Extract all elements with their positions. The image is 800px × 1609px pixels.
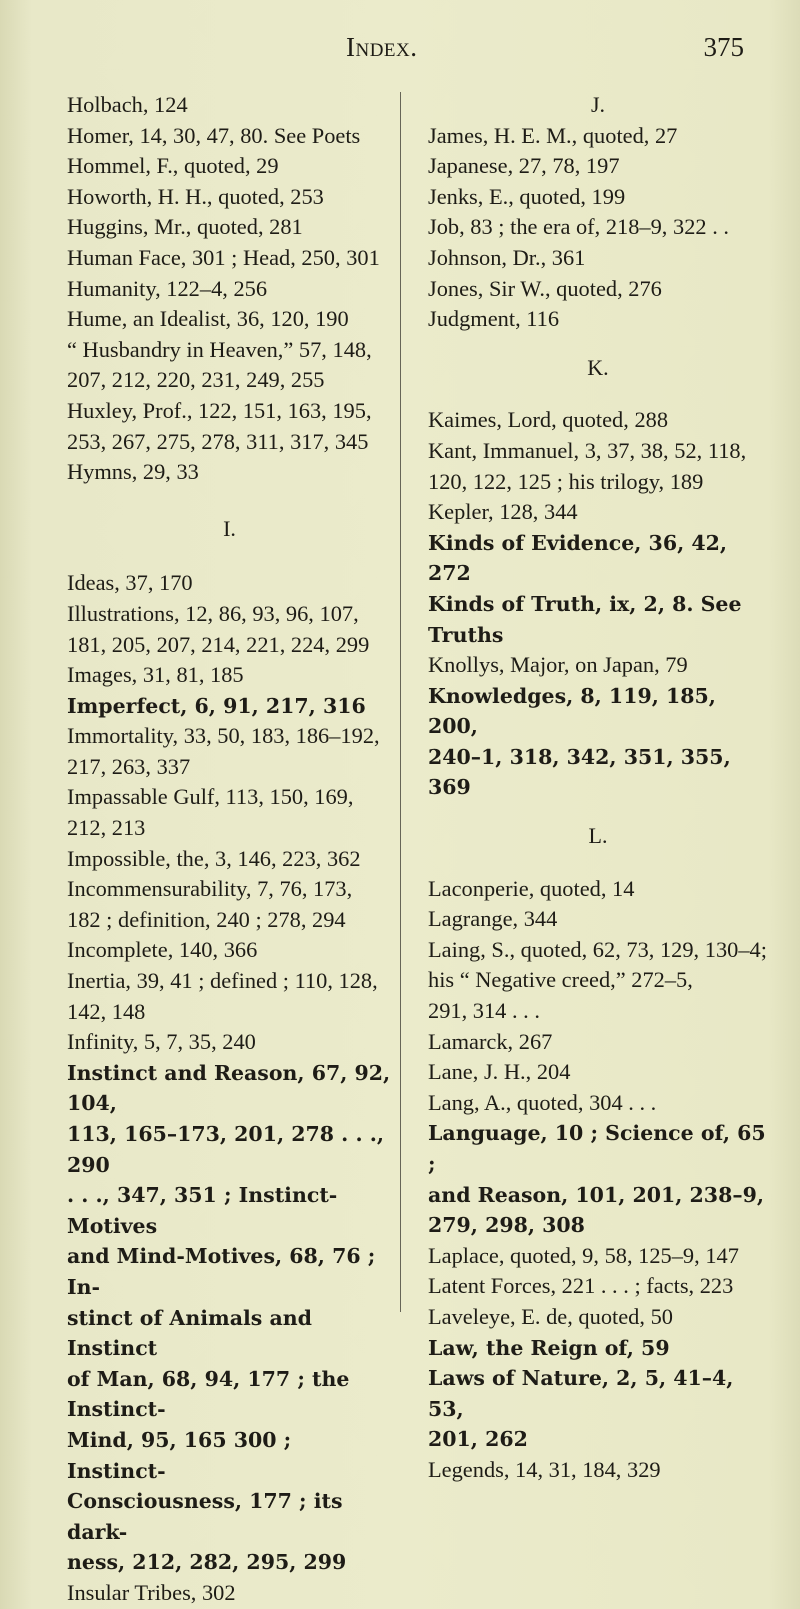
- index-entry-line: Judgment, 116: [428, 306, 560, 332]
- index-entry: [428, 243, 768, 274]
- index-entry-line: James, H. E. M., quoted, 27: [428, 122, 678, 148]
- index-entry: [428, 1057, 768, 1088]
- index-entry: [67, 691, 392, 722]
- index-entry-continuation: 120, 122, 125 ; his trilogy, 189: [428, 468, 704, 494]
- index-entry-line: Huxley, Prof., 122, 151, 163, 195,: [67, 397, 372, 423]
- index-entry-line: Inertia, 39, 41 ; defined ; 110, 128,: [67, 968, 378, 994]
- index-entry-line: Incomplete, 140, 366: [67, 937, 258, 963]
- index-entry-continuation: Truths: [428, 622, 504, 647]
- index-entry-line: Images, 31, 81, 185: [67, 662, 244, 688]
- section-letter-j: J.: [590, 92, 606, 117]
- page-number: 375: [703, 32, 744, 62]
- index-entry: [67, 1578, 392, 1609]
- index-entry: [67, 966, 392, 1027]
- index-entry: [67, 660, 392, 691]
- index-entry-line: Holbach, 124: [67, 92, 188, 117]
- index-entry-line: Law, the Reign of, 59: [428, 1335, 670, 1360]
- index-entry: [428, 935, 768, 1027]
- index-entry: [67, 568, 392, 599]
- index-entry: [428, 1241, 768, 1272]
- section-letter-k: K.: [587, 354, 609, 380]
- index-entry: [67, 212, 392, 243]
- index-entry: [428, 151, 768, 182]
- index-entry-continuation: . . ., 347, 351 ; Instinct-Motives: [67, 1183, 338, 1238]
- index-entry: [428, 1302, 768, 1333]
- index-entry-line: Homer, 14, 30, 47, 80. See Poets: [67, 122, 361, 148]
- index-entry-continuation: of Man, 68, 94, 177 ; the Instinct-: [67, 1366, 350, 1422]
- index-entry-continuation: 291, 314 . . .: [428, 998, 540, 1024]
- index-entry: [428, 304, 768, 335]
- index-entry-line: Lane, J. H., 204: [428, 1059, 571, 1085]
- index-entry: [67, 396, 392, 457]
- index-entry: [67, 782, 392, 843]
- index-entry-line: Job, 83 ; the era of, 218–9, 322 . .: [428, 214, 729, 240]
- index-entry-line: Laveleye, E. de, quoted, 50: [428, 1303, 673, 1329]
- index-entry-continuation: Mind, 95, 165 300 ; Instinct-: [67, 1427, 292, 1483]
- index-entry-line: Humanity, 122–4, 256: [67, 275, 268, 301]
- index-entry-line: Laws of Nature, 2, 5, 41–4, 53,: [428, 1366, 734, 1421]
- index-entry-line: Lagrange, 344: [428, 906, 558, 932]
- index-entry-line: Insular Tribes, 302: [67, 1579, 236, 1605]
- index-entry-continuation: 253, 267, 275, 278, 311, 317, 345: [67, 428, 369, 454]
- index-entry: [67, 599, 392, 660]
- index-entry: [428, 1271, 768, 1302]
- index-entry-line: Ideas, 37, 170: [67, 570, 193, 596]
- index-entry: [428, 121, 768, 152]
- index-entry: [428, 1455, 768, 1486]
- index-entry-continuation: 217, 263, 337: [67, 753, 191, 779]
- index-entry: [67, 151, 392, 182]
- index-entry-continuation: 182 ; definition, 240 ; 278, 294: [67, 906, 346, 932]
- index-entry-continuation: and Reason, 101, 201, 238–9,: [428, 1182, 764, 1207]
- index-entry-continuation: 212, 213: [67, 815, 146, 841]
- index-entry: [67, 1058, 392, 1578]
- index-entry: [67, 90, 392, 121]
- index-entry-line: Howorth, H. H., quoted, 253: [67, 183, 324, 209]
- index-entry: [428, 1027, 768, 1058]
- index-entry: [428, 182, 768, 213]
- index-group-j: [428, 121, 768, 335]
- index-entry-continuation: 181, 205, 207, 214, 221, 224, 299: [67, 631, 370, 657]
- index-entry: [428, 1118, 768, 1240]
- running-title: Index.: [346, 32, 418, 62]
- index-entry-continuation: Consciousness, 177 ; its dark-: [67, 1489, 343, 1544]
- index-entry-line: Legends, 14, 31, 184, 329: [428, 1456, 661, 1482]
- index-entry: [67, 935, 392, 966]
- index-entry-line: Kinds of Truth, ix, 2, 8. See: [428, 591, 742, 616]
- index-entry: [428, 497, 768, 528]
- index-entry-line: Laing, S., quoted, 62, 73, 129, 130–4;: [428, 936, 767, 962]
- index-entry-continuation: his “ Negative creed,” 272–5,: [428, 967, 693, 993]
- index-entry-line: Kaimes, Lord, quoted, 288: [428, 407, 669, 433]
- index-entry-continuation: 113, 165–173, 201, 278 . . ., 290: [67, 1122, 384, 1177]
- index-entry-line: Jenks, E., quoted, 199: [428, 183, 626, 209]
- index-entry-line: Instinct and Reason, 67, 92, 104,: [67, 1060, 391, 1116]
- index-entry: [428, 589, 768, 650]
- index-entry: [428, 405, 768, 436]
- index-entry-line: Lang, A., quoted, 304 . . .: [428, 1089, 657, 1115]
- index-entry-line: Lamarck, 267: [428, 1028, 553, 1054]
- index-entry-line: Hymns, 29, 33: [67, 459, 199, 485]
- index-entry-line: Johnson, Dr., 361: [428, 244, 586, 270]
- index-entry-continuation: 279, 298, 308: [428, 1213, 585, 1238]
- index-entry: [67, 721, 392, 782]
- index-entry-continuation: ness, 212, 282, 295, 299: [67, 1550, 347, 1575]
- index-entry-line: Immortality, 33, 50, 183, 186–192,: [67, 723, 380, 749]
- index-entry-continuation: 142, 148: [67, 998, 146, 1024]
- index-entry: [428, 904, 768, 935]
- index-entry-line: Impossible, the, 3, 146, 223, 362: [67, 845, 361, 871]
- page-header: [0, 32, 800, 72]
- column-divider: [400, 92, 401, 1312]
- index-entry-line: Kant, Immanuel, 3, 37, 38, 52, 118,: [428, 437, 747, 463]
- index-entry: [67, 243, 392, 274]
- index-entry: [67, 274, 392, 305]
- index-entry-line: Hume, an Idealist, 36, 120, 190: [67, 306, 349, 332]
- index-entry-line: Infinity, 5, 7, 35, 240: [67, 1029, 256, 1055]
- index-column-left: [67, 90, 392, 1609]
- section-letter-i: I.: [223, 515, 236, 541]
- index-group-k: [428, 405, 768, 803]
- index-entry-continuation: 207, 212, 220, 231, 249, 255: [67, 367, 325, 393]
- index-entry: [428, 681, 768, 803]
- index-entry-line: Huggins, Mr., quoted, 281: [67, 214, 303, 240]
- index-entry-line: Laconperie, quoted, 14: [428, 875, 635, 901]
- index-entry: [428, 1363, 768, 1455]
- index-entry-line: Hommel, F., quoted, 29: [67, 153, 279, 179]
- index-entry-line: Imperfect, 6, 91, 217, 316: [67, 693, 366, 718]
- section-letter-l: L.: [588, 823, 608, 849]
- index-entry: [428, 212, 768, 243]
- index-entry: [428, 274, 768, 305]
- index-entry-line: Knowledges, 8, 119, 185, 200,: [428, 683, 716, 739]
- index-entry-line: Jones, Sir W., quoted, 276: [428, 275, 662, 301]
- index-entry-line: Human Face, 301 ; Head, 250, 301: [67, 244, 380, 270]
- index-entry-line: Impassable Gulf, 113, 150, 169,: [67, 784, 354, 810]
- index-entry: [67, 121, 392, 152]
- index-column-right: [428, 90, 768, 1486]
- index-entry: [428, 874, 768, 905]
- index-entry: [67, 844, 392, 875]
- index-group-h: [67, 90, 392, 488]
- index-entry: [67, 457, 392, 488]
- index-entry: [428, 436, 768, 497]
- index-entry-line: Laplace, quoted, 9, 58, 125–9, 147: [428, 1242, 739, 1268]
- index-entry: [428, 528, 768, 589]
- index-entry-line: Incommensurability, 7, 76, 173,: [67, 876, 353, 902]
- index-entry-continuation: stinct of Animals and Instinct: [67, 1305, 312, 1361]
- index-entry: [67, 874, 392, 935]
- index-entry: [67, 335, 392, 396]
- index-entry-line: Kinds of Evidence, 36, 42, 272: [428, 530, 728, 586]
- index-entry-continuation: and Mind-Motives, 68, 76 ; In-: [67, 1244, 376, 1299]
- index-entry-continuation: 201, 262: [428, 1427, 528, 1452]
- index-entry-line: Illustrations, 12, 86, 93, 96, 107,: [67, 600, 359, 626]
- index-entry: [428, 650, 768, 681]
- index-group-l: [428, 874, 768, 1486]
- index-entry: [67, 304, 392, 335]
- index-entry-line: Knollys, Major, on Japan, 79: [428, 652, 688, 678]
- index-entry-line: Kepler, 128, 344: [428, 499, 578, 525]
- index-entry-line: Language, 10 ; Science of, 65 ;: [428, 1121, 766, 1176]
- index-entry: [428, 1088, 768, 1119]
- index-entry: [428, 1333, 768, 1364]
- index-group-i: [67, 568, 392, 1608]
- index-entry-line: Latent Forces, 221 . . . ; facts, 223: [428, 1273, 734, 1299]
- index-entry-line: Japanese, 27, 78, 197: [428, 153, 620, 179]
- index-entry: [67, 1027, 392, 1058]
- index-entry-line: “ Husbandry in Heaven,” 57, 148,: [67, 336, 372, 362]
- index-entry-continuation: 240–1, 318, 342, 351, 355, 369: [428, 744, 731, 800]
- index-entry: [67, 182, 392, 213]
